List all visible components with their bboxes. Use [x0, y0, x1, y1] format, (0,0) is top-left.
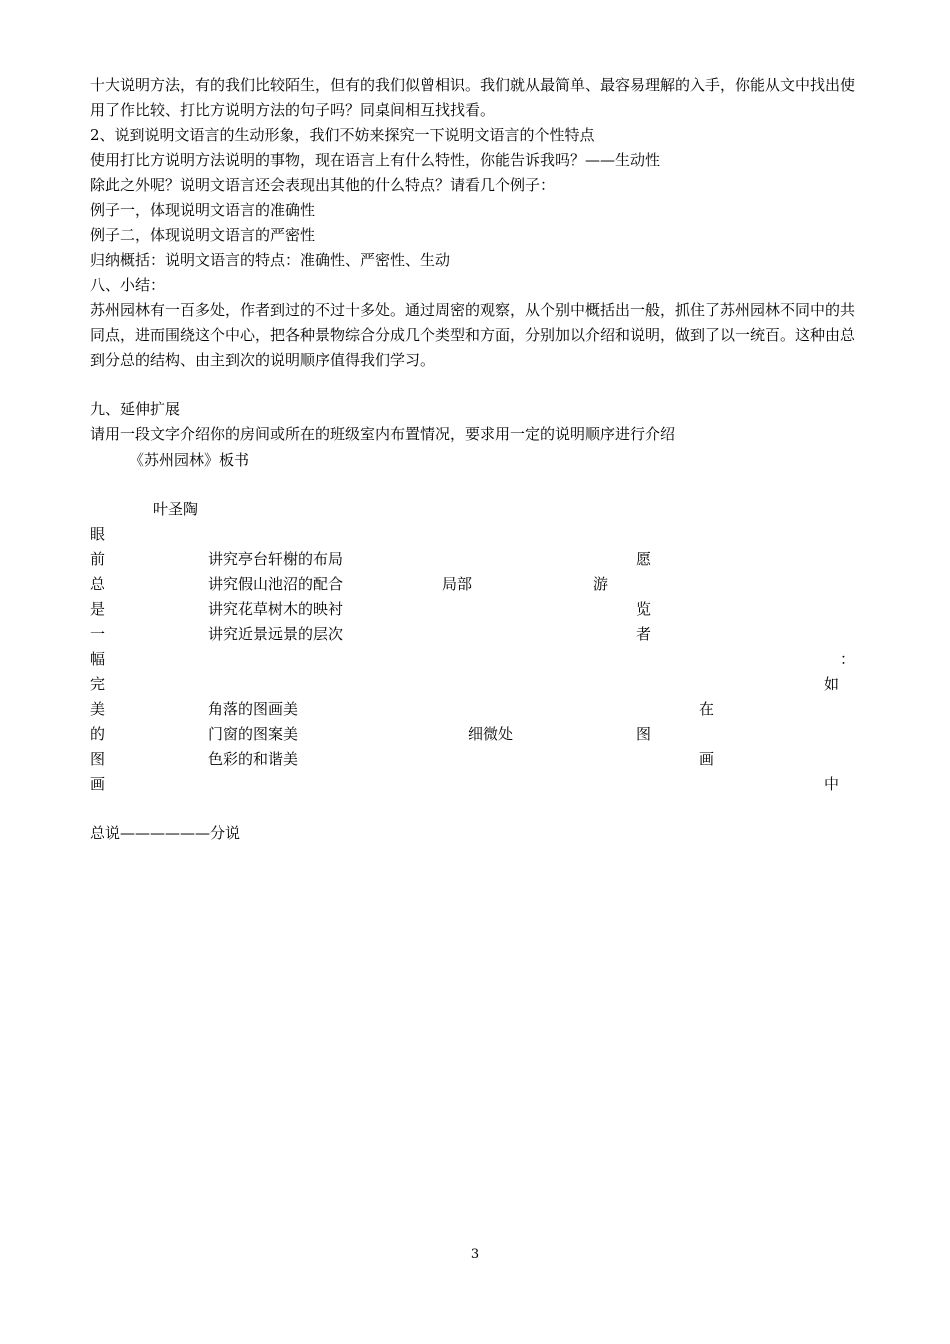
left-column-char: 美 [90, 700, 106, 718]
paragraph-example-one: 例子一，体现说明文语言的准确性 [90, 201, 316, 219]
paragraph-methods: 十大说明方法，有的我们比较陌生，但有的我们似曾相识。我们就从最简单、最容易理解的入手，你能从文中找出使用了作比较、打比方说明方法的句子吗？同桌间相互找找看。 [90, 76, 856, 119]
group2-item: 角落的图画美 [208, 700, 299, 718]
left-column-char: 的 [90, 725, 106, 743]
group2-item: 门窗的图案美 [208, 725, 299, 743]
left-column-char: 图 [90, 750, 106, 768]
board-author: 叶圣陶 [153, 500, 199, 518]
paragraph-example-two: 例子二，体现说明文语言的严密性 [90, 226, 316, 244]
paragraph-language-intro: 2、说到说明文语言的生动形象，我们不妨来探究一下说明文语言的个性特点 [90, 126, 595, 144]
right-column-2-char: 画 [699, 750, 715, 768]
paragraph-other-features: 除此之外呢？说明文语言还会表现出其他的什么特点？请看几个例子： [90, 176, 556, 194]
heading-summary: 八、小结： [90, 276, 166, 294]
left-column-char: 完 [90, 675, 106, 693]
board-structure: 总说——————分说 [90, 824, 241, 842]
group1-item: 讲究近景远景的层次 [208, 625, 344, 643]
group1-label: 局部 [442, 575, 473, 593]
right-column-1-char: 览 [636, 600, 652, 618]
right-column-2-char: 图 [636, 725, 652, 743]
right-column-1-char: 游 [593, 575, 609, 593]
group1-item: 讲究亭台轩榭的布局 [208, 550, 344, 568]
paragraph-extension-task: 请用一段文字介绍你的房间或所在的班级室内布置情况，要求用一定的说明顺序进行介绍 [90, 425, 676, 443]
paragraph-summary-body: 苏州园林有一百多处，作者到过的不过十多处。通过周密的观察，从个别中概括出一般，抓住了苏州园林不同中的共同点，进而围绕这个中心，把各种景物综合分成几个类型和方面，分别加以介绍和说明，做到了以一统百。这种由总到分总的结构、由主到次的说明顺序值得我们学习。 [90, 301, 856, 369]
right-column-2-char: 如 [824, 675, 840, 693]
left-column-char: 眼 [90, 525, 106, 543]
heading-extension: 九、延伸扩展 [90, 400, 181, 418]
group2-item: 色彩的和谐美 [208, 750, 299, 768]
right-column-2-char: 中 [824, 775, 840, 793]
left-column-char: 是 [90, 600, 106, 618]
group2-label: 细微处 [468, 725, 514, 743]
page-number: 3 [470, 1247, 480, 1262]
left-column-char: 前 [90, 550, 106, 568]
right-column-2-char: 在 [699, 700, 715, 718]
paragraph-vivid: 使用打比方说明方法说明的事物，现在语言上有什么特性，你能告诉我吗？——生动性 [90, 151, 661, 169]
colon-mark: ： [840, 650, 856, 668]
left-column-char: 一 [90, 625, 106, 643]
left-column-char: 画 [90, 775, 106, 793]
left-column-char: 总 [90, 575, 106, 593]
right-column-1-char: 愿 [636, 550, 652, 568]
right-column-1-char: 者 [636, 625, 652, 643]
group1-item: 讲究假山池沼的配合 [208, 575, 344, 593]
board-title: 《苏州园林》板书 [129, 451, 250, 469]
paragraph-summary-features: 归纳概括：说明文语言的特点：准确性、严密性、生动 [90, 251, 451, 269]
group1-item: 讲究花草树木的映衬 [208, 600, 344, 618]
left-column-char: 幅 [90, 650, 106, 668]
